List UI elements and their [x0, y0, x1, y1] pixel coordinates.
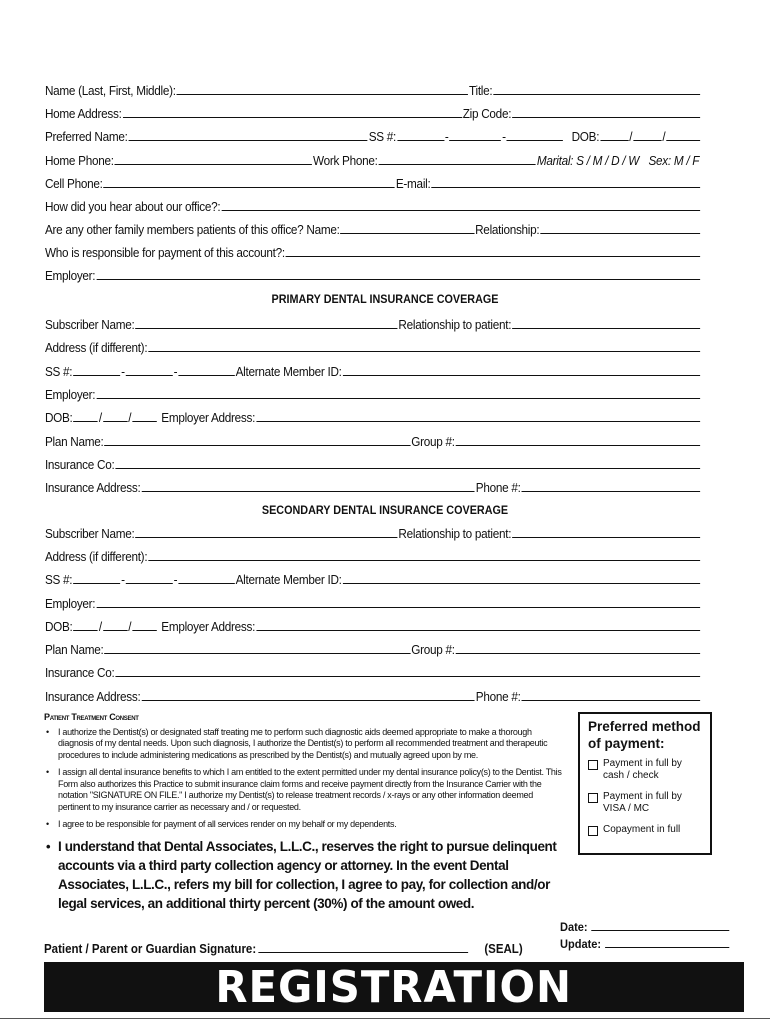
email-label: E-mail: [395, 177, 431, 191]
primary-insurance-address-row [44, 475, 700, 495]
secondary-plan-label: Plan Name: [44, 643, 104, 657]
name-field[interactable] [177, 94, 468, 95]
primary-employer-field[interactable] [96, 398, 700, 399]
primary-plan-field[interactable] [104, 445, 410, 446]
date-row [560, 918, 729, 934]
secondary-insurance-address-row [44, 684, 700, 704]
marital-options[interactable]: Marital: S / M / D / W [536, 154, 640, 168]
secondary-dob-label: DOB: [44, 620, 73, 634]
secondary-phone-label: Phone #: [475, 690, 521, 704]
relationship-label: Relationship: [475, 223, 540, 237]
primary-subscriber-field[interactable] [135, 328, 397, 329]
primary-insurance-address-label: Insurance Address: [44, 481, 141, 495]
payment-option-label: Payment in full by cash / check [603, 758, 682, 781]
secondary-insurance-co-row [44, 660, 700, 680]
secondary-address-label: Address (if different): [44, 550, 148, 564]
secondary-ss-label: SS #: [44, 573, 73, 587]
primary-insurance-heading: PRIMARY DENTAL INSURANCE COVERAGE [271, 292, 499, 306]
primary-employer-address-label: Employer Address: [161, 411, 256, 425]
secondary-dob-year[interactable] [132, 630, 156, 631]
dob-year[interactable] [666, 140, 700, 141]
secondary-dob-day[interactable] [103, 630, 127, 631]
primary-alt-id-label: Alternate Member ID: [235, 365, 342, 379]
secondary-subscriber-field[interactable] [135, 537, 397, 538]
date-field[interactable] [591, 930, 729, 931]
bottom-divider [0, 1018, 770, 1019]
checkbox-icon[interactable] [588, 793, 598, 803]
secondary-plan-field[interactable] [104, 653, 410, 654]
home-address-label: Home Address: [44, 107, 122, 121]
payment-option-label: Copayment in full [603, 824, 681, 835]
secondary-employer-row [44, 591, 700, 611]
responsible-field[interactable] [286, 256, 700, 257]
secondary-phone-field[interactable] [522, 700, 701, 701]
email-field[interactable] [431, 187, 700, 188]
primary-insurance-co-row [44, 452, 700, 472]
secondary-employer-address-label: Employer Address: [161, 620, 256, 634]
preferred-name-label: Preferred Name: [44, 130, 128, 144]
primary-dob-month[interactable] [73, 421, 97, 422]
secondary-insurance-co-label: Insurance Co: [44, 666, 115, 680]
primary-plan-label: Plan Name: [44, 435, 104, 449]
secondary-ss-3[interactable] [178, 583, 234, 584]
ss-label: SS #: [368, 130, 397, 144]
primary-address-row [44, 335, 700, 355]
payment-option-cash[interactable] [588, 758, 702, 782]
cell-phone-field[interactable] [104, 187, 395, 188]
family-label: Are any other family members patients of this office? Name: [44, 223, 340, 237]
secondary-group-label: Group #: [411, 643, 455, 657]
signature-field[interactable] [258, 952, 468, 953]
title-field[interactable] [493, 94, 700, 95]
secondary-subscriber-row [44, 521, 700, 541]
responsible-row [44, 240, 700, 260]
consent-item-responsibility: • I agree to be responsible for payment of all services render on my behalf or my dependents. [44, 819, 564, 831]
primary-insurance-address-field[interactable] [141, 491, 474, 492]
primary-employer-label: Employer: [44, 388, 96, 402]
employer-row [44, 263, 700, 283]
primary-address-field[interactable] [148, 351, 700, 352]
seal-label: (SEAL) [484, 942, 523, 956]
primary-relationship-label: Relationship to patient: [398, 318, 512, 332]
how-heard-field[interactable] [221, 210, 700, 211]
secondary-dob-row: DOB: / / Employer Address: [44, 614, 700, 634]
treatment-consent [44, 712, 564, 919]
signature-row [44, 936, 688, 956]
cell-phone-label: Cell Phone: [44, 177, 103, 191]
secondary-group-field[interactable] [456, 653, 700, 654]
sex-options[interactable]: Sex: M / F [648, 154, 700, 168]
checkbox-icon[interactable] [588, 760, 598, 770]
payment-option-copay[interactable] [588, 824, 702, 836]
zip-code-field[interactable] [512, 117, 700, 118]
secondary-dob-month[interactable] [73, 630, 97, 631]
primary-ss-1[interactable] [73, 375, 120, 376]
zip-code-label: Zip Code: [462, 107, 512, 121]
secondary-alt-id-label: Alternate Member ID: [235, 573, 342, 587]
primary-subscriber-label: Subscriber Name: [44, 318, 135, 332]
primary-relationship-field[interactable] [512, 328, 700, 329]
ss-field-3[interactable] [507, 140, 563, 141]
phone-row [44, 148, 700, 168]
primary-phone-field[interactable] [522, 491, 701, 492]
family-name-field[interactable] [341, 233, 475, 234]
primary-ss-row: SS #: - - Alternate Member ID: [44, 359, 700, 379]
relationship-field[interactable] [540, 233, 700, 234]
primary-employer-address-field[interactable] [256, 421, 700, 422]
family-row [44, 217, 700, 237]
payment-option-label: Payment in full by VISA / MC [603, 791, 682, 814]
secondary-insurance-heading: SECONDARY DENTAL INSURANCE COVERAGE [261, 503, 509, 517]
primary-phone-label: Phone #: [475, 481, 521, 495]
payment-method-box [578, 712, 712, 855]
secondary-ss-2[interactable] [126, 583, 173, 584]
secondary-employer-address-field[interactable] [256, 630, 700, 631]
primary-ss-2[interactable] [126, 375, 173, 376]
consent-item-collection: • I understand that Dental Associates, L.L.C., reserves the right to pursue delinquent accounts via a third party collection agency or attorney. In the event Dental Associates, L.L.C., refers my bill for collection, I agree to pay, for collection and/or legal services, an additional thirty percent (30%) of the amount owed. [44, 837, 564, 913]
ss-field-1[interactable] [397, 140, 444, 141]
primary-dob-year[interactable] [132, 421, 156, 422]
home-phone-label: Home Phone: [44, 154, 114, 168]
secondary-relationship-field[interactable] [512, 537, 700, 538]
primary-ss-label: SS #: [44, 365, 73, 379]
home-address-row [44, 101, 700, 121]
dob-month[interactable] [600, 140, 628, 141]
secondary-plan-row [44, 637, 700, 657]
primary-employer-row [44, 382, 700, 402]
secondary-alt-id-field[interactable] [343, 583, 701, 584]
date-label: Date: [560, 920, 588, 934]
home-phone-field[interactable] [115, 164, 312, 165]
consent-item-diagnosis: • I authorize the Dentist(s) or designated staff treating me to perform such diagnostic aids deemed appropriate to make a thorough diagnosis of my dental needs. Upon such diagnosis, I authorize the Dentist(s) to perform all recommended treatment and therapeutic procedures to include administering medications as prescribed by the Dentist(s) and mutually agreed upon by me. [44, 727, 564, 762]
primary-group-label: Group #: [411, 435, 455, 449]
preferred-name-row: Preferred Name: SS #: - - DOB: / / [44, 124, 700, 144]
secondary-ss-row: SS #: - - Alternate Member ID: [44, 567, 700, 587]
primary-dob-day[interactable] [103, 421, 127, 422]
secondary-subscriber-label: Subscriber Name: [44, 527, 135, 541]
secondary-insurance-address-field[interactable] [141, 700, 474, 701]
secondary-insurance-address-label: Insurance Address: [44, 690, 141, 704]
work-phone-field[interactable] [379, 164, 536, 165]
secondary-address-field[interactable] [148, 560, 700, 561]
name-label: Name (Last, First, Middle): [44, 84, 176, 98]
registration-banner [44, 962, 744, 1012]
checkbox-icon[interactable] [588, 826, 598, 836]
dob-label: DOB: [571, 130, 600, 144]
secondary-relationship-label: Relationship to patient: [398, 527, 512, 541]
work-phone-label: Work Phone: [312, 154, 378, 168]
ss-field-2[interactable] [449, 140, 501, 141]
primary-group-field[interactable] [456, 445, 700, 446]
how-heard-label: How did you hear about our office?: [44, 200, 221, 214]
primary-address-label: Address (if different): [44, 341, 148, 355]
employer-field[interactable] [96, 279, 700, 280]
payment-method-title: Preferred method of payment: [588, 719, 701, 751]
secondary-employer-field[interactable] [96, 607, 700, 608]
update-label: Update: [560, 937, 602, 951]
primary-subscriber-row [44, 312, 700, 332]
responsible-label: Who is responsible for payment of this account?: [44, 246, 285, 260]
primary-dob-row: DOB: / / Employer Address: [44, 405, 700, 425]
signature-label: Patient / Parent or Guardian Signature: [44, 942, 257, 956]
employer-label: Employer: [44, 269, 96, 283]
primary-plan-row [44, 429, 700, 449]
primary-insurance-co-field[interactable] [115, 468, 700, 469]
primary-alt-id-field[interactable] [343, 375, 701, 376]
name-row [44, 78, 700, 98]
cell-email-row [44, 171, 700, 191]
title-label: Title: [469, 84, 493, 98]
secondary-employer-label: Employer: [44, 597, 96, 611]
dob-day[interactable] [633, 140, 661, 141]
primary-ss-3[interactable] [178, 375, 234, 376]
home-address-field[interactable] [123, 117, 462, 118]
primary-dob-label: DOB: [44, 411, 73, 425]
payment-option-card[interactable] [588, 791, 702, 815]
secondary-ss-1[interactable] [73, 583, 120, 584]
registration-title: REGISTRATION [215, 961, 573, 1013]
consent-item-assignment: • I assign all dental insurance benefits to which I am entitled to the extent permitted under my dental insurance policy(s) to the Dentist. This Form also authorizes this Practice to submit insurance claim forms and receive payment directly from the Insurance Carrier with the notation "SIGNATURE ON FILE." I authorize my Dentist(s) to release treatment records / x-rays or any other information deemed pertinent to my insurance carrier as necessary and / or requested. [44, 767, 564, 813]
secondary-insurance-co-field[interactable] [115, 676, 700, 677]
preferred-name-field[interactable] [129, 140, 368, 141]
how-heard-row [44, 194, 700, 214]
consent-heading: Patient Treatment Consent [44, 712, 139, 722]
secondary-address-row [44, 544, 700, 564]
primary-insurance-co-label: Insurance Co: [44, 458, 115, 472]
